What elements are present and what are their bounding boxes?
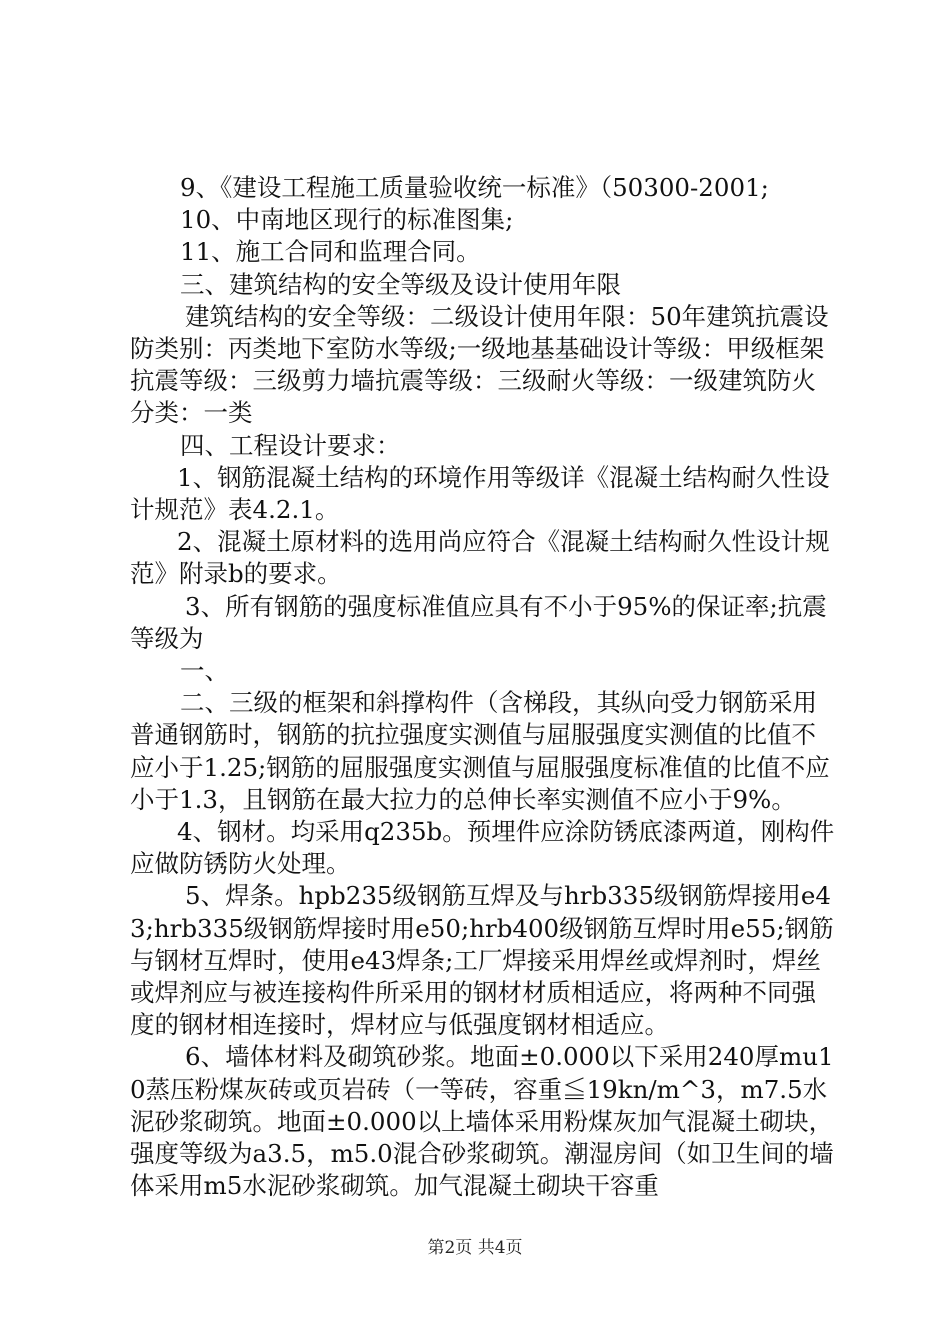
- paragraph-item-9: 9、《建设工程施工质量验收统一标准》（50300-2001;: [180, 173, 769, 202]
- requirement-3: 3、所有钢筋的强度标准值应具有不小于95%的保证率;抗震等级为: [130, 591, 827, 653]
- section-heading-3: 三、建筑结构的安全等级及设计使用年限: [180, 269, 621, 299]
- requirement-3-item-1: 一、: [180, 656, 229, 686]
- requirement-2: 2、混凝土原材料的选用尚应符合《混凝土结构耐久性设计规范》附录b的要求。: [130, 527, 830, 589]
- paragraph-item-11: 11、施工合同和监理合同。: [180, 237, 481, 267]
- requirement-4: 4、钢材。均采用q235b。预埋件应涂防锈底漆两道，刚构件应做防锈防火处理。: [130, 817, 835, 879]
- requirement-1: 1、钢筋混凝土结构的环境作用等级详《混凝土结构耐久性设计规范》表4.2.1。: [130, 462, 830, 525]
- requirement-6: 6、墙体材料及砌筑砂浆。地面±0.000以下采用240厚mu10蒸压粉煤灰砖或页岩砖（一等砖，容重≦19kn/m^3，m7.5水泥砂浆砌筑。地面±0.000以上墙体采用粉煤灰加气混凝土砌块，强度等级为a3.5，m5.0混合砂浆砌筑。潮湿房间（如卫生间的墙体采用m5水泥砂浆砌筑。加气混凝土砌块干容重: [130, 1042, 834, 1201]
- requirement-5: 5、焊条。hpb235级钢筋互焊及与hrb335级钢筋焊接用e43;hrb335级钢筋焊接时用e50;hrb400级钢筋互焊时用e55;钢筋与钢材互焊时，使用e43焊条;工厂焊接采用焊丝或焊剂时，焊丝或焊剂应与被连接构件所采用的钢材材质相适应，将两种不同强度的钢材相连接时，焊材应与低强度钢材相适应。: [130, 881, 834, 1040]
- section-heading-4: 四、工程设计要求：: [180, 430, 401, 460]
- page-number-footer: 第2页 共4页: [427, 1238, 523, 1258]
- paragraph-safety-grade: 建筑结构的安全等级：二级设计使用年限：50年建筑抗震设防类别：丙类地下室防水等级;一级地基基础设计等级：甲级框架抗震等级：三级剪力墙抗震等级：三级耐火等级：一级建筑防火分类：一类: [130, 301, 829, 428]
- paragraph-item-10: 10、中南地区现行的标准图集;: [180, 205, 514, 235]
- document-body: [130, 172, 835, 1203]
- requirement-3-item-2: 二、三级的框架和斜撑构件（含梯段，其纵向受力钢筋采用普通钢筋时，钢筋的抗拉强度实测值与屈服强度实测值的比值不应小于1.25;钢筋的屈服强度实测值与屈服强度标准值的比值不应小于1.3，且钢筋在最大拉力的总伸长率实测值不应小于9%。: [130, 688, 830, 814]
